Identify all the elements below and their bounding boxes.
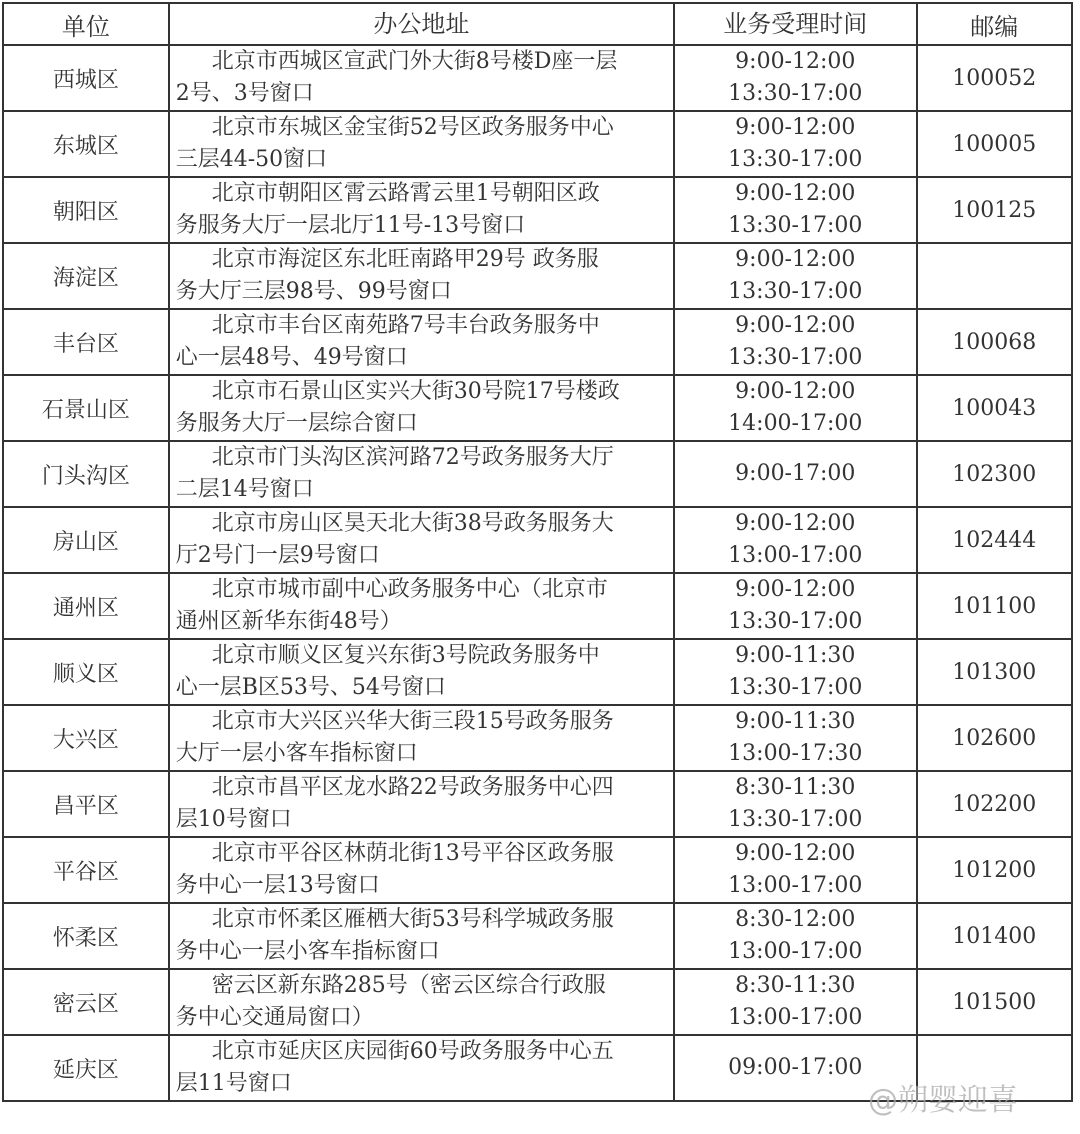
hours-line-2: 13:30-17:00 (728, 81, 863, 106)
hours-line-2: 13:00-17:00 (728, 543, 863, 568)
address-line-2: 三层44-50窗口 (175, 147, 328, 172)
hours-line-2: 13:00-17:00 (728, 939, 863, 964)
address-line-2: 二层14号窗口 (175, 477, 314, 502)
hours-line-1: 9:00-11:30 (735, 643, 856, 668)
hours-line-2: 13:30-17:00 (728, 345, 863, 370)
hours-line-2: 13:30-17:00 (728, 609, 863, 634)
table-header-row (3, 3, 1072, 45)
address-line-1: 北京市昌平区龙水路22号政务服务中心四 (211, 775, 614, 800)
address-line-2: 心一层B区53号、54号窗口 (175, 675, 446, 700)
cell-address (169, 243, 674, 309)
table-row (3, 45, 1072, 111)
table-row (3, 771, 1072, 837)
cell-unit: 密云区 (3, 969, 169, 1035)
cell-zip: 102300 (917, 441, 1073, 507)
hours-line-2: 13:30-17:00 (728, 807, 863, 832)
cell-hours (674, 177, 916, 243)
table-row (3, 837, 1072, 903)
hours-line-1: 9:00-11:30 (735, 709, 856, 734)
address-line-1: 北京市丰台区南苑路7号丰台政务服务中 (211, 313, 600, 338)
service-location-table (2, 2, 1073, 1102)
table-row (3, 507, 1072, 573)
address-line-1: 北京市西城区宣武门外大街8号楼D座一层 (211, 49, 618, 74)
address-line-1: 密云区新东路285号（密云区综合行政服 (211, 973, 606, 998)
cell-unit: 延庆区 (3, 1035, 169, 1101)
hours-line-2: 13:00-17:00 (728, 873, 863, 898)
address-line-2: 务服务大厅一层北厅11号-13号窗口 (175, 213, 526, 238)
cell-address (169, 309, 674, 375)
table-body (3, 45, 1072, 1101)
cell-zip (917, 243, 1073, 309)
cell-hours (674, 441, 916, 507)
cell-hours (674, 771, 916, 837)
address-line-2: 层10号窗口 (175, 807, 292, 832)
hours-line-1: 9:00-12:00 (735, 313, 856, 338)
hours-line-1: 9:00-12:00 (735, 49, 856, 74)
table-row (3, 111, 1072, 177)
address-line-1: 北京市城市副中心政务服务中心（北京市 (211, 577, 608, 602)
address-line-2: 务中心交通局窗口） (175, 1005, 374, 1030)
watermark: @朔婴迎喜 (868, 1083, 1018, 1118)
cell-address (169, 573, 674, 639)
cell-address (169, 111, 674, 177)
header-zip: 邮编 (917, 3, 1073, 45)
table-row (3, 573, 1072, 639)
cell-hours (674, 639, 916, 705)
address-line-2: 心一层48号、49号窗口 (175, 345, 408, 370)
table-row (3, 705, 1072, 771)
header-address: 办公地址 (169, 3, 674, 45)
hours-line-1: 9:00-12:00 (735, 181, 856, 206)
address-line-1: 北京市大兴区兴华大街三段15号政务服务 (211, 709, 614, 734)
cell-unit: 顺义区 (3, 639, 169, 705)
cell-unit: 大兴区 (3, 705, 169, 771)
table-row (3, 969, 1072, 1035)
hours-line-2: 14:00-17:00 (728, 411, 863, 436)
table-row (3, 903, 1072, 969)
address-line-1: 北京市海淀区东北旺南路甲29号 政务服 (211, 247, 599, 272)
table-row (3, 177, 1072, 243)
address-line-1: 北京市朝阳区霄云路霄云里1号朝阳区政 (211, 181, 600, 206)
cell-hours (674, 111, 916, 177)
hours-line-2: 13:30-17:00 (728, 213, 863, 238)
header-hours: 业务受理时间 (674, 3, 916, 45)
address-line-2: 务中心一层小客车指标窗口 (175, 939, 440, 964)
cell-hours (674, 837, 916, 903)
address-line-2: 通州区新华东街48号） (175, 609, 402, 634)
cell-hours (674, 573, 916, 639)
table-row (3, 375, 1072, 441)
cell-unit: 房山区 (3, 507, 169, 573)
cell-unit: 门头沟区 (3, 441, 169, 507)
hours-line-2: 13:30-17:00 (728, 675, 863, 700)
address-line-1: 北京市平谷区林荫北街13号平谷区政务服 (211, 841, 614, 866)
address-line-2: 务大厅三层98号、99号窗口 (175, 279, 452, 304)
address-line-1: 北京市怀柔区雁栖大街53号科学城政务服 (211, 907, 614, 932)
hours-line-1: 9:00-12:00 (735, 247, 856, 272)
cell-unit: 石景山区 (3, 375, 169, 441)
table-row (3, 639, 1072, 705)
address-line-2: 大厅一层小客车指标窗口 (175, 741, 418, 766)
cell-hours (674, 969, 916, 1035)
cell-hours (674, 243, 916, 309)
address-line-1: 北京市东城区金宝街52号区政务服务中心 (211, 115, 614, 140)
table-row (3, 243, 1072, 309)
address-line-1: 北京市顺义区复兴东街3号院政务服务中 (211, 643, 600, 668)
cell-zip: 100052 (917, 45, 1073, 111)
cell-unit: 丰台区 (3, 309, 169, 375)
hours-line-1: 9:00-12:00 (735, 841, 856, 866)
cell-unit: 通州区 (3, 573, 169, 639)
cell-unit: 朝阳区 (3, 177, 169, 243)
cell-address (169, 837, 674, 903)
cell-unit: 怀柔区 (3, 903, 169, 969)
cell-address (169, 441, 674, 507)
address-line-2: 务中心一层13号窗口 (175, 873, 380, 898)
cell-address (169, 45, 674, 111)
cell-unit: 平谷区 (3, 837, 169, 903)
hours-line-1: 8:30-11:30 (735, 775, 856, 800)
hours-line-2: 13:30-17:00 (728, 279, 863, 304)
cell-address (169, 177, 674, 243)
cell-hours (674, 375, 916, 441)
address-line-2: 层11号窗口 (175, 1071, 292, 1096)
hours-line-1: 9:00-12:00 (735, 511, 856, 536)
address-line-1: 北京市延庆区庆园街60号政务服务中心五 (211, 1039, 614, 1064)
address-line-2: 厅2号门一层9号窗口 (175, 543, 380, 568)
hours-line-1: 9:00-12:00 (735, 577, 856, 602)
cell-unit: 海淀区 (3, 243, 169, 309)
cell-zip: 100125 (917, 177, 1073, 243)
cell-zip: 101400 (917, 903, 1073, 969)
cell-address (169, 969, 674, 1035)
address-line-1: 北京市门头沟区滨河路72号政务服务大厅 (211, 445, 614, 470)
cell-address (169, 705, 674, 771)
hours-line-2: 13:00-17:30 (728, 741, 863, 766)
cell-hours (674, 903, 916, 969)
hours-line-1: 8:30-12:00 (735, 907, 856, 932)
hours-line-1: 8:30-11:30 (735, 973, 856, 998)
table-row (3, 441, 1072, 507)
cell-address (169, 903, 674, 969)
cell-hours (674, 705, 916, 771)
cell-zip: 100068 (917, 309, 1073, 375)
cell-zip: 102200 (917, 771, 1073, 837)
hours-line-1: 09:00-17:00 (728, 1055, 863, 1080)
address-line-2: 务服务大厅一层综合窗口 (175, 411, 418, 436)
cell-hours (674, 45, 916, 111)
cell-address (169, 507, 674, 573)
cell-zip: 101100 (917, 573, 1073, 639)
header-unit: 单位 (3, 3, 169, 45)
cell-unit: 东城区 (3, 111, 169, 177)
cell-unit: 西城区 (3, 45, 169, 111)
cell-address (169, 375, 674, 441)
hours-line-2: 13:00-17:00 (728, 1005, 863, 1030)
hours-line-1: 9:00-17:00 (735, 461, 856, 486)
hours-line-1: 9:00-12:00 (735, 379, 856, 404)
cell-address (169, 1035, 674, 1101)
cell-zip: 101500 (917, 969, 1073, 1035)
hours-line-1: 9:00-12:00 (735, 115, 856, 140)
address-line-2: 2号、3号窗口 (175, 81, 314, 106)
cell-zip: 101300 (917, 639, 1073, 705)
cell-address (169, 771, 674, 837)
address-line-1: 北京市房山区昊天北大街38号政务服务大 (211, 511, 614, 536)
cell-zip: 101200 (917, 837, 1073, 903)
cell-zip: 100005 (917, 111, 1073, 177)
table-row (3, 309, 1072, 375)
cell-hours (674, 309, 916, 375)
cell-hours (674, 507, 916, 573)
cell-zip: 102600 (917, 705, 1073, 771)
address-line-1: 北京市石景山区实兴大街30号院17号楼政 (211, 379, 620, 404)
cell-zip: 102444 (917, 507, 1073, 573)
cell-unit: 昌平区 (3, 771, 169, 837)
cell-zip: 100043 (917, 375, 1073, 441)
cell-address (169, 639, 674, 705)
hours-line-2: 13:30-17:00 (728, 147, 863, 172)
